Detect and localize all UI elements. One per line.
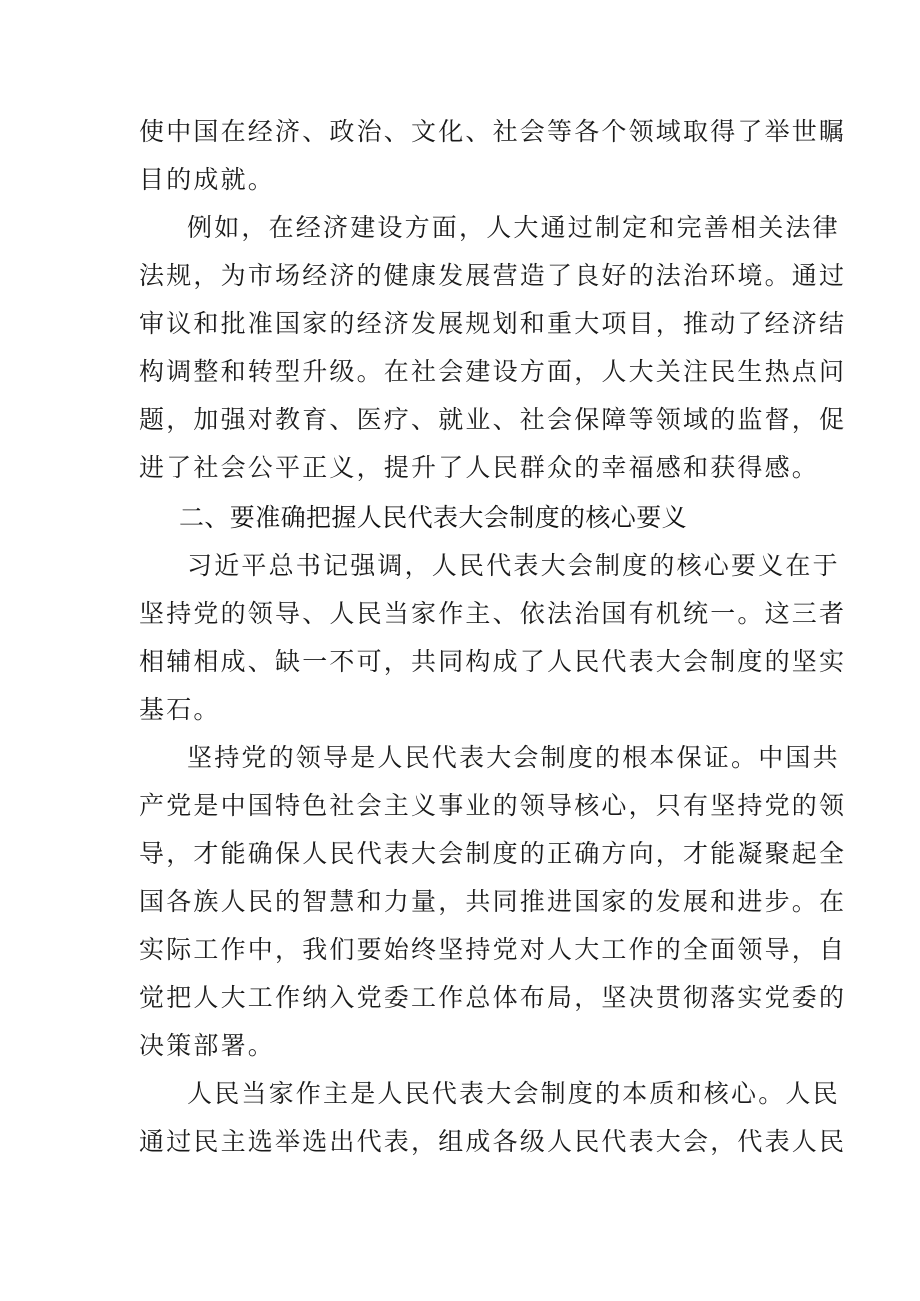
text-line: 实际工作中，我们要始终坚持党对人大工作的全面领导，自	[139, 935, 847, 964]
text-line: 产党是中国特色社会主义事业的领导核心，只有坚持党的领	[139, 791, 847, 820]
paragraph-first-line: 坚持党的领导是人民代表大会制度的根本保证。中国共	[187, 743, 840, 772]
section-heading: 二、要准确把握人民代表大会制度的核心要义	[179, 503, 688, 532]
paragraph-first-line: 人民当家作主是人民代表大会制度的本质和核心。人民	[187, 1079, 840, 1108]
text-line: 相辅相成、缺一不可，共同构成了人民代表大会制度的坚实	[139, 647, 847, 676]
text-line: 基石。	[139, 695, 221, 724]
text-line: 进了社会公平正义，提升了人民群众的幸福感和获得感。	[139, 453, 820, 482]
paragraph-first-line: 例如，在经济建设方面，人大通过制定和完善相关法律	[187, 213, 840, 242]
text-line: 通过民主选举选出代表，组成各级人民代表大会，代表人民	[139, 1127, 847, 1156]
text-line: 目的成就。	[139, 165, 276, 194]
text-line: 国各族人民的智慧和力量，共同推进国家的发展和进步。在	[139, 887, 847, 916]
text-line: 法规，为市场经济的健康发展营造了良好的法治环境。通过	[139, 261, 847, 290]
text-line: 使中国在经济、政治、文化、社会等各个领域取得了举世瞩	[139, 117, 847, 146]
paragraph-first-line: 习近平总书记强调，人民代表大会制度的核心要义在于	[187, 551, 840, 580]
text-line: 审议和批准国家的经济发展规划和重大项目，推动了经济结	[139, 309, 847, 338]
text-line: 题，加强对教育、医疗、就业、社会保障等领域的监督，促	[139, 405, 847, 434]
text-line: 决策部署。	[139, 1031, 276, 1060]
text-line: 构调整和转型升级。在社会建设方面，人大关注民生热点问	[139, 357, 847, 386]
text-line: 坚持党的领导、人民当家作主、依法治国有机统一。这三者	[139, 599, 847, 628]
text-line: 导，才能确保人民代表大会制度的正确方向，才能凝聚起全	[139, 839, 847, 868]
text-line: 觉把人大工作纳入党委工作总体布局，坚决贯彻落实党委的	[139, 983, 847, 1012]
